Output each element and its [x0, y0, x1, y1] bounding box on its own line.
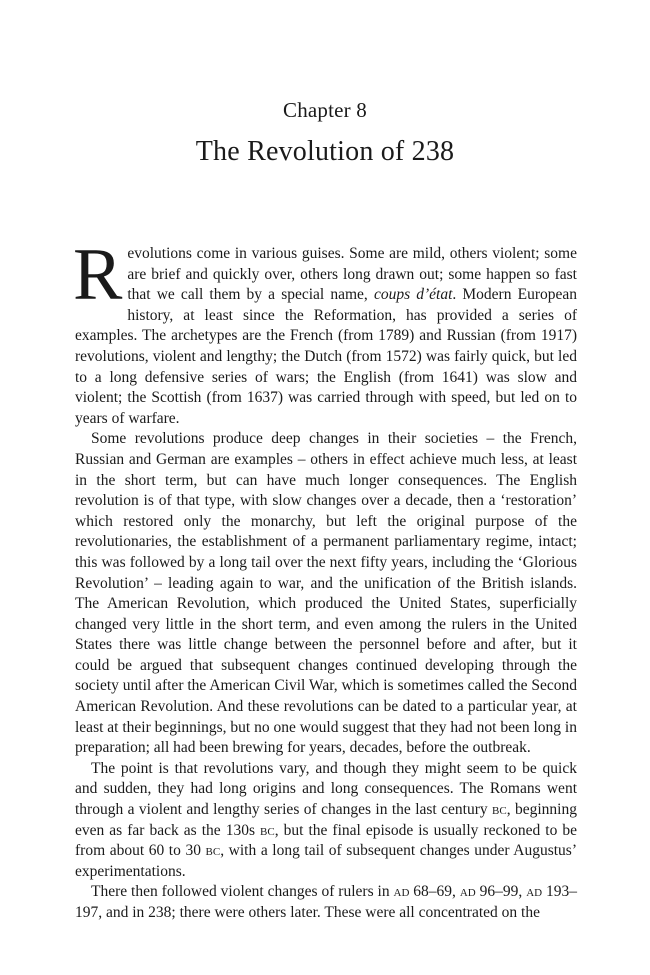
chapter-label: Chapter 8 [282, 98, 368, 122]
era-abbrev: ad [459, 883, 476, 901]
chapter-body [73, 234, 578, 924]
paragraph-4-text-a: There then followed violent changes of rulers in [91, 883, 394, 901]
paragraph-1-text-a: evolutions come in various guises. Some are mild, others violent; some are brief and quickly over, others long drawn out; some happen so fast that we call them by a special name, [127, 245, 577, 304]
paragraph-4-text-d: 193–197, and in 238; there were others later. These were all concentrated on the [75, 883, 578, 921]
paragraph-3-text-b: , beginning even as far back as the 130s [75, 801, 577, 839]
era-abbrev: ad [526, 883, 543, 901]
paragraph-1-text-b: . Modern European history, at least since the Reformation, has provided a series of examples. The archetypes are the French (from 1789) and Russian (from 1917) revolutions, violent and lengthy; the Dutch (from 1572) was fairly quick, but led to a long defensive series of wars; the English (from 1641) was slow and violent; the Scottish (from 1637) was carried through with speed, but led on to years of warfare. [75, 286, 577, 427]
era-abbrev: bc [260, 821, 275, 839]
paragraph-3-text-c: , but the final episode is usually reckoned to be from about 60 to 30 [75, 821, 577, 860]
paragraph-3 [75, 759, 577, 883]
paragraph-4-text-b: 68–69, [409, 883, 460, 901]
chapter-title: The Revolution of 238 [195, 136, 455, 167]
paragraph-2: Some revolutions produce deep changes in their societies – the French, Russian and German are examples – others in effect achieve much less, at least in the short term, but can have much longer consequences. The English revolution is of that type, with slow changes over a decade, then a ‘restoration’ which restored only the monarchy, but left the original purpose of the revolutionaries, the establishment of a permanent parliamentary regime, intact; this was followed by a long tail over the next fifty years, including the ‘Glorious Revolution’ – leading again to war, and the unification of the British islands. The American Revolution, which produced the United States, superficially changed very little in the short term, and even among the rulers in the United States there was little change between the personnel before and after, but it could be argued that subsequent changes continued developing through the society until after the American Civil War, which is sometimes called the Second American Revolution. And these revolutions can be dated to a particular year, at least at their beginnings, but no one would suggest that they had not been long in preparation; all had been brewing for years, decades, before the outbreak. [75, 430, 577, 757]
paragraph-1 [73, 234, 577, 429]
paragraph-4-text-c: 96–99, [475, 883, 527, 901]
paragraph-3-text-d: , with a long tail of subsequent changes under Augustus’ experimentations. [75, 842, 577, 880]
paragraph-3-text-a: The point is that revolutions vary, and though they might seem to be quick and sudden, they had long origins and long consequences. The Romans went through a violent and lengthy series of changes in the last century [75, 759, 577, 819]
paragraph-1-italic-term: coups d’état [373, 286, 453, 304]
era-abbrev: ad [393, 883, 410, 901]
paragraph-4 [75, 882, 577, 923]
era-abbrev: bc [492, 801, 507, 819]
era-abbrev: bc [205, 842, 221, 860]
drop-cap: R [73, 234, 123, 316]
